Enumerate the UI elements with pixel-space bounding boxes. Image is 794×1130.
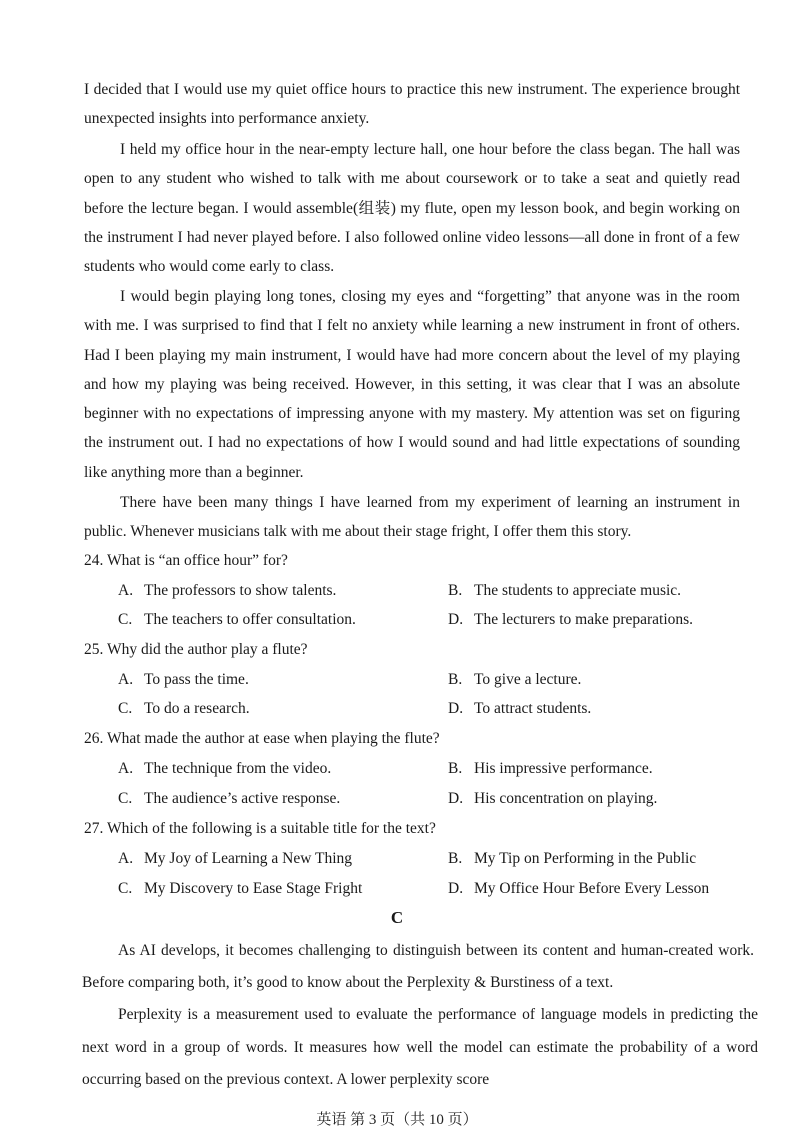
option-letter: A. [118, 582, 134, 599]
option-text: My Tip on Performing in the Public [474, 850, 697, 867]
question-stem: What is “an office hour” for? [106, 552, 288, 569]
option-25-b[interactable] [448, 665, 581, 695]
option-letter: A. [118, 850, 134, 867]
option-26-c[interactable] [118, 784, 340, 814]
passage-paragraph: I decided that I would use my quiet office hours to practice this new instrument. The experience brought unexpected insights into performance anxiety. [84, 81, 740, 128]
option-text: The students to appreciate music. [474, 582, 682, 599]
option-letter: D. [448, 880, 464, 897]
option-text: The teachers to offer consultation. [144, 611, 356, 628]
option-text: The lecturers to make preparations. [474, 611, 694, 628]
option-24-d[interactable] [448, 605, 693, 635]
question-24 [84, 546, 744, 576]
question-25 [84, 635, 744, 665]
option-text: To do a research. [144, 700, 250, 717]
option-text: My Joy of Learning a New Thing [144, 850, 353, 867]
option-letter: D. [448, 700, 464, 717]
option-letter: B. [448, 760, 463, 777]
question-stem: Why did the author play a flute? [106, 641, 308, 658]
option-letter: D. [448, 790, 464, 807]
option-27-a[interactable] [118, 844, 352, 874]
option-text: The audience’s active response. [144, 790, 341, 807]
question-stem: What made the author at ease when playing the flute? [106, 730, 440, 747]
option-letter: D. [448, 611, 464, 628]
option-25-c[interactable] [118, 694, 250, 724]
option-26-d[interactable] [448, 784, 657, 814]
option-24-b[interactable] [448, 576, 681, 606]
question-number: 26. [84, 730, 104, 747]
option-letter: B. [448, 671, 463, 688]
option-letter: A. [118, 671, 134, 688]
option-text: To attract students. [474, 700, 592, 717]
option-text: To give a lecture. [474, 671, 582, 688]
option-24-c[interactable] [118, 605, 356, 635]
option-text: To pass the time. [144, 671, 249, 688]
option-text: His concentration on playing. [474, 790, 658, 807]
question-27 [84, 814, 744, 844]
section-heading: C [390, 908, 404, 927]
option-text: His impressive performance. [474, 760, 653, 777]
question-number: 27. [84, 820, 104, 837]
passage-paragraph: I would begin playing long tones, closing my eyes and “forgetting” that anyone was in the room with me. I was surprised to find that I felt no anxiety while learning a new instrument in front of others. Had I been playing my main instrument, I would have had more concern about the level of my playing and how my playing was being received. However, in this setting, it was clear that I was an absolute beginner with no expectations of impressing anyone with my mastery. My attention was set on figuring the instrument out. I had no expectations of how I would sound and had little expectations of sounding like anything more than a beginner. [84, 288, 740, 481]
option-letter: A. [118, 760, 134, 777]
passage-paragraph: As AI develops, it becomes challenging to distinguish between its content and human-created work. Before comparing both, it’s good to know about the Perplexity & Burstiness of a text. [82, 942, 754, 991]
option-27-d[interactable] [448, 874, 709, 904]
option-text: My Office Hour Before Every Lesson [474, 880, 710, 897]
page-footer: 英语 第 3 页（共 10 页） [316, 1112, 478, 1128]
question-26 [84, 724, 744, 754]
passage-paragraph: There have been many things I have learned from my experiment of learning an instrument in public. Whenever musicians talk with me about their stage fright, I offer them this story. [84, 494, 740, 541]
passage-paragraph: Perplexity is a measurement used to evaluate the performance of language models in predicting the next word in a group of words. It measures how well the model can estimate the probability of a word occurring based on the previous context. A lower perplexity score [82, 1006, 758, 1088]
question-number: 25. [84, 641, 104, 658]
option-25-d[interactable] [448, 694, 591, 724]
option-letter: C. [118, 700, 133, 717]
option-letter: B. [448, 850, 463, 867]
option-25-a[interactable] [118, 665, 249, 695]
question-number: 24. [84, 552, 104, 569]
option-24-a[interactable] [118, 576, 336, 606]
option-letter: B. [448, 582, 463, 599]
option-letter: C. [118, 790, 133, 807]
option-27-b[interactable] [448, 844, 696, 874]
option-text: The professors to show talents. [144, 582, 337, 599]
option-text: My Discovery to Ease Stage Fright [144, 880, 363, 897]
option-letter: C. [118, 611, 133, 628]
option-text: The technique from the video. [144, 760, 332, 777]
passage-paragraph: I held my office hour in the near-empty lecture hall, one hour before the class began. The hall was open to any student who wished to talk with me about coursework or to take a seat and quietly read before the lecture began. I would assemble(组装) my flute, open my lesson book, and begin working on the instrument I had never played before. I also followed online video lessons—all done in front of a few students who would come early to class. [84, 141, 740, 276]
option-letter: C. [118, 880, 133, 897]
option-26-b[interactable] [448, 754, 653, 784]
option-27-c[interactable] [118, 874, 362, 904]
question-stem: Which of the following is a suitable title for the text? [106, 820, 436, 837]
option-26-a[interactable] [118, 754, 331, 784]
